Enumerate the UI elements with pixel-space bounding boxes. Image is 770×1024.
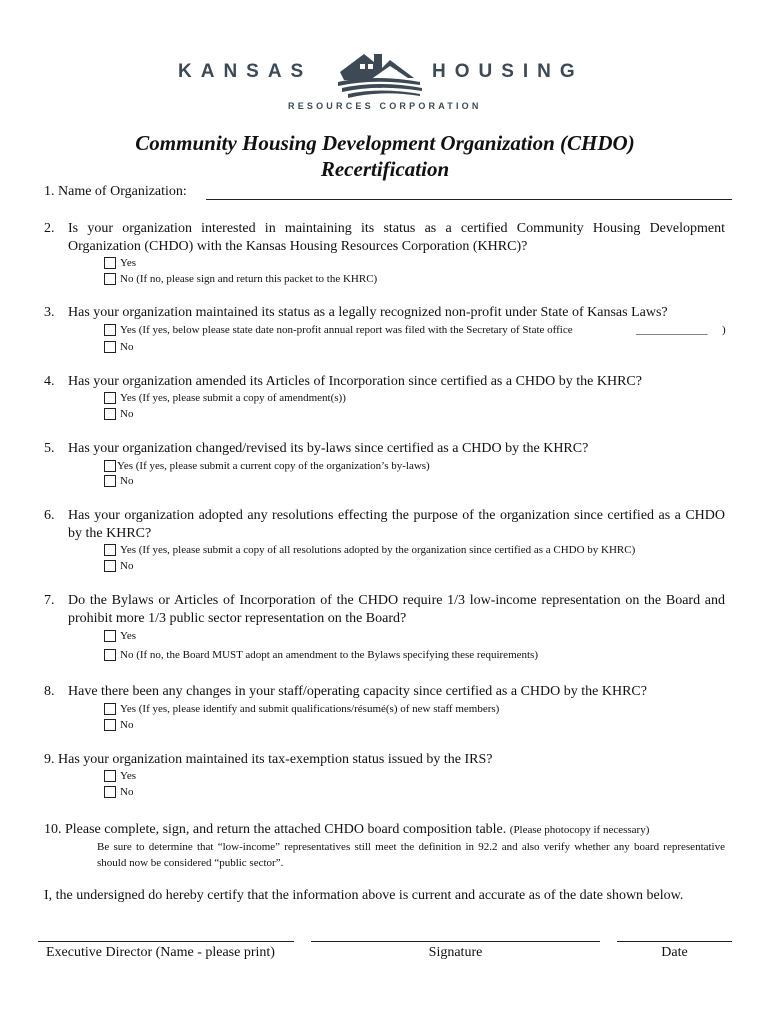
checkbox[interactable] [104,460,116,472]
director-name-label: Executive Director (Name - please print) [46,945,275,960]
logo-text-kansas: KANSAS [178,61,313,82]
q3-text: Has your organization maintained its status as a legally recognized non-profit under State of Kansas Laws? [68,305,668,320]
q7-number: 7. [44,593,55,608]
q2-option-no[interactable]: No (If no, please sign and return this packet to the KHRC) [104,271,377,287]
q6-text: Has your organization adopted any resolutions effecting the purpose of the organization since certified as a CHDO by the KHRC? [68,508,725,541]
q4-option-no[interactable]: No [104,406,133,422]
q3-close-paren: ) [722,324,726,336]
form-title: Community Housing Development Organization (CHDO) [135,131,635,155]
q8-option-no[interactable]: No [104,717,133,733]
q6-option-no[interactable]: No [104,558,133,574]
q10-text: 10. Please complete, sign, and return the attached CHDO board composition table. (Please photocopy if necessary) [44,822,650,837]
checkbox[interactable] [104,392,116,404]
signature-label: Signature [428,945,483,960]
q1-label: 1. Name of Organization: [44,184,187,199]
q2-number: 2. [44,221,55,236]
checkbox[interactable] [104,544,116,556]
director-name-field[interactable] [38,941,294,942]
q3-number: 3. [44,305,55,320]
checkbox[interactable] [104,324,116,336]
q7-option-yes[interactable]: Yes [104,628,136,644]
certification-statement: I, the undersigned do hereby certify that the information above is current and accurate as of the date shown below. [44,888,684,903]
checkbox[interactable] [104,560,116,572]
q5-number: 5. [44,441,55,456]
checkbox[interactable] [104,770,116,782]
q6-option-yes[interactable]: Yes (If yes, please submit a copy of all resolutions adopted by the organization since certified as a CHDO by KHRC) [104,542,635,558]
checkbox[interactable] [104,257,116,269]
q3-option-no[interactable]: No [104,339,133,355]
q3-option-yes[interactable]: Yes (If yes, below please state date non-profit annual report was filed with the Secretary of State office [104,322,573,338]
checkbox[interactable] [104,649,116,661]
date-label: Date [661,945,688,960]
q7-text: Do the Bylaws or Articles of Incorporation of the CHDO require 1/3 low-income representation on the Board and prohibit more 1/3 public sector representation on the Board? [68,593,725,626]
q9-option-no[interactable]: No [104,784,133,800]
checkbox[interactable] [104,273,116,285]
form-subtitle: Recertification [320,157,450,181]
house-logo-icon [334,42,426,98]
q8-option-yes[interactable]: Yes (If yes, please identify and submit qualifications/résumé(s) of new staff members) [104,701,499,717]
checkbox[interactable] [104,786,116,798]
q2-text: Is your organization interested in maintaining its status as a certified Community Housing Development Organization (CHDO) with the Kansas Housing Resources Corporation (KHRC)? [68,221,725,254]
q10-note: (Please photocopy if necessary) [509,824,650,836]
organization-name-field[interactable] [206,199,732,200]
q10-detail: Be sure to determine that “low-income” representatives still meet the definition in 92.2 and also verify whether any board representative should now be considered “public sector”. [97,841,725,869]
q8-text: Have there been any changes in your staff/operating capacity since certified as a CHDO by the KHRC? [68,684,647,699]
q5-option-yes[interactable]: Yes (If yes, please submit a current copy of the organization’s by-laws) [104,458,430,474]
logo-subtitle: RESOURCES CORPORATION [288,101,482,111]
checkbox[interactable] [104,703,116,715]
checkbox[interactable] [104,475,116,487]
date-field[interactable] [617,941,732,942]
q4-number: 4. [44,374,55,389]
checkbox[interactable] [104,719,116,731]
q5-option-no[interactable]: No [104,473,133,489]
q7-option-no[interactable]: No (If no, the Board MUST adopt an amendment to the Bylaws specifying these requirements) [104,647,538,663]
q4-option-yes[interactable]: Yes (If yes, please submit a copy of amendment(s)) [104,390,346,406]
q5-text: Has your organization changed/revised its by-laws since certified as a CHDO by the KHRC? [68,441,589,456]
q9-text: 9. Has your organization maintained its tax-exemption status issued by the IRS? [44,752,493,767]
logo-text-housing: HOUSING [432,61,584,82]
q2-option-yes[interactable]: Yes [104,255,136,271]
checkbox[interactable] [104,630,116,642]
q3-date-field[interactable]: _____________ [636,324,708,336]
checkbox[interactable] [104,341,116,353]
signature-field[interactable] [311,941,600,942]
q8-number: 8. [44,684,55,699]
q6-number: 6. [44,508,55,523]
checkbox[interactable] [104,408,116,420]
q4-text: Has your organization amended its Articles of Incorporation since certified as a CHDO by the KHRC? [68,374,642,389]
q9-option-yes[interactable]: Yes [104,768,136,784]
